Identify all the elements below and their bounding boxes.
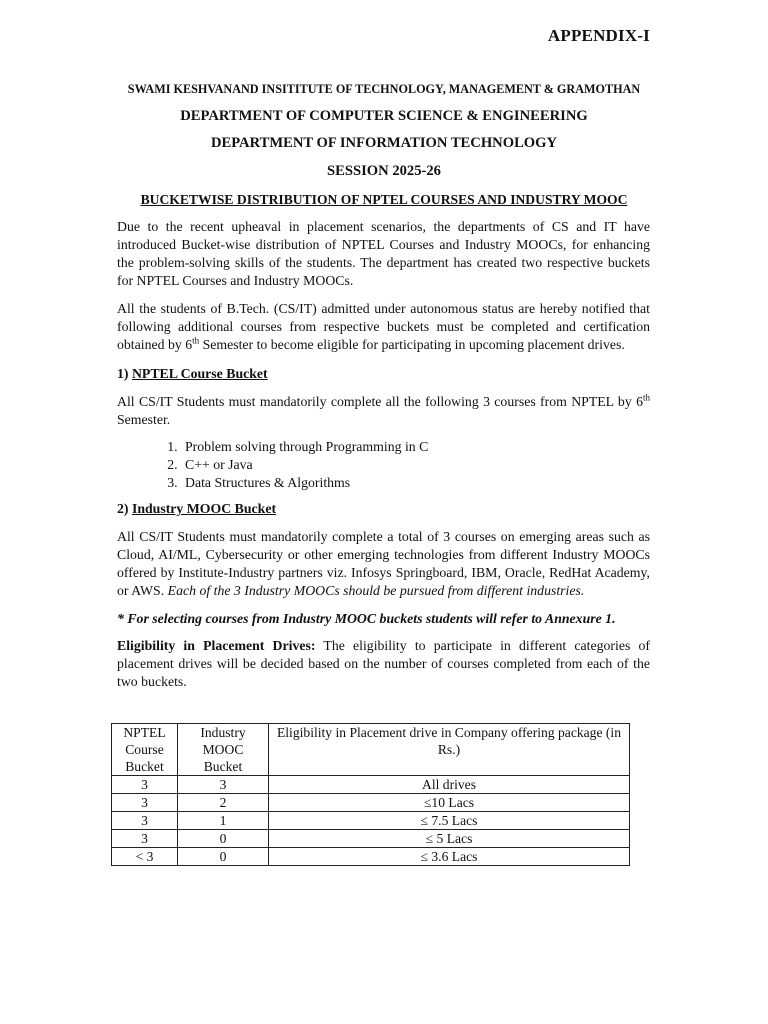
mooc-paragraph <box>117 528 650 600</box>
notice-paragraph <box>117 300 650 354</box>
table-header-cell: Eligibility in Placement drive in Company offering package (in Rs.) <box>269 724 630 776</box>
list-item: 2. C++ or Java <box>181 456 650 474</box>
table-cell: 3 <box>178 776 269 794</box>
department-it: DEPARTMENT OF INFORMATION TECHNOLOGY <box>210 135 558 151</box>
table-header-cell: NPTEL Course Bucket <box>112 724 178 776</box>
section-number: 2) <box>117 501 129 516</box>
mooc-italic-text: Each of the 3 Industry MOOCs should be pursued from different industries. <box>167 583 585 598</box>
session-label: SESSION 2025-26 <box>327 163 441 179</box>
table-cell: 0 <box>178 830 269 848</box>
superscript: th <box>642 392 650 403</box>
eligibility-table <box>111 723 630 866</box>
table-cell: 3 <box>112 776 178 794</box>
eligibility-text: The eligibility to participate in different categories of placement drives will be decided based on the number of courses completed from each of the two buckets. <box>117 638 650 689</box>
table-row <box>112 794 630 812</box>
table-cell: < 3 <box>112 848 178 866</box>
table-cell: 3 <box>112 830 178 848</box>
table-cell: ≤10 Lacs <box>269 794 630 812</box>
eligibility-label: Eligibility in Placement Drives: <box>117 638 316 653</box>
nptel-paragraph <box>117 393 650 429</box>
superscript: th <box>192 335 200 346</box>
section-number: 1) <box>117 366 129 381</box>
document-title: BUCKETWISE DISTRIBUTION OF NPTEL COURSES AND INDUSTRY MOOC <box>140 192 628 207</box>
table-cell: 3 <box>112 812 178 830</box>
nptel-section-heading <box>117 365 650 383</box>
table-row <box>112 776 630 794</box>
department-cse: DEPARTMENT OF COMPUTER SCIENCE & ENGINEERING <box>180 108 588 124</box>
table-cell: 0 <box>178 848 269 866</box>
eligibility-paragraph <box>117 637 650 691</box>
section-title: Industry MOOC Bucket <box>131 501 277 516</box>
table-row <box>112 848 630 866</box>
institute-name: SWAMI KESHVANAND INSITITUTE OF TECHNOLOGY, MANAGEMENT & GRAMOTHAN <box>127 82 641 96</box>
intro-paragraph: Due to the recent upheaval in placement scenarios, the departments of CS and IT have introduced Bucket-wise distribution of NPTEL Courses and Industry MOOCs, for enhancing the problem-solving skills of the students. The department has created two respective buckets for NPTEL Courses and Industry MOOCs. <box>117 219 650 288</box>
table-row <box>112 830 630 848</box>
table-cell: ≤ 5 Lacs <box>269 830 630 848</box>
notice-text: All the students of B.Tech. (CS/IT) admitted under autonomous status are hereby notified that following additional courses from respective buckets must be completed and certification obtained by 6 <box>117 301 650 352</box>
table-header-cell: Industry MOOC Bucket <box>178 724 269 776</box>
document-body <box>117 218 650 699</box>
mooc-text: All CS/IT Students must mandatorily complete a total of 3 courses on emerging areas such as Cloud, AI/ML, Cybersecurity or other emerging technologies from different Industry MOOCs offered by Institute-Industry partners viz. Infosys Springboard, IBM, Oracle, RedHat Academy, or AWS. <box>117 529 650 598</box>
table-cell: 2 <box>178 794 269 812</box>
section-title: NPTEL Course Bucket <box>131 366 268 381</box>
table-cell: ≤ 3.6 Lacs <box>269 848 630 866</box>
list-item: 1. Problem solving through Programming in C <box>181 438 650 456</box>
list-item: 3. Data Structures & Algorithms <box>181 474 650 492</box>
table-cell: 1 <box>178 812 269 830</box>
table-row <box>112 812 630 830</box>
annexure-note: * For selecting courses from Industry MOOC buckets students will refer to Annexure 1. <box>117 611 616 626</box>
nptel-course-list <box>117 438 650 492</box>
table-cell: ≤ 7.5 Lacs <box>269 812 630 830</box>
nptel-text-end: Semester. <box>117 412 171 427</box>
table-cell: 3 <box>112 794 178 812</box>
nptel-text: All CS/IT Students must mandatorily complete all the following 3 courses from NPTEL by 6 <box>117 394 643 409</box>
table-cell: All drives <box>269 776 630 794</box>
notice-text-end: Semester to become eligible for participating in upcoming placement drives. <box>199 337 625 352</box>
table-header-row <box>112 724 630 776</box>
mooc-section-heading <box>117 500 650 518</box>
appendix-label: APPENDIX-I <box>547 26 650 45</box>
